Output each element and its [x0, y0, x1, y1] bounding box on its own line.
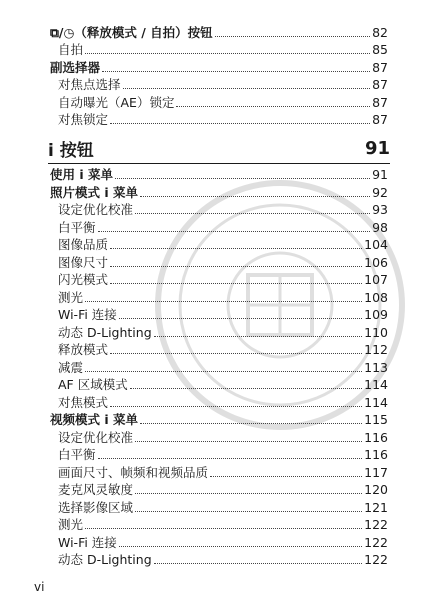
toc-entry-page: 122 [364, 534, 388, 550]
dot-leader [210, 475, 362, 477]
toc-entry-page: 107 [364, 272, 388, 287]
dot-leader [135, 212, 370, 214]
toc-entry[interactable] [58, 270, 388, 287]
dot-leader [110, 265, 362, 267]
dot-leader [123, 87, 371, 89]
toc-entry-page: 87 [372, 112, 388, 127]
dot-leader [85, 300, 362, 302]
toc-entry-page: 87 [372, 77, 388, 93]
toc-entry[interactable] [58, 40, 388, 57]
toc-entry-page: 122 [364, 552, 388, 567]
toc-entry-page: 85 [372, 42, 388, 58]
dot-leader [135, 440, 362, 442]
toc-entry-page: 116 [364, 429, 388, 445]
dot-leader [110, 247, 362, 249]
toc-entry-title: 动态 D-Lighting [58, 552, 152, 567]
toc-entry[interactable] [58, 323, 388, 340]
toc-entry-title: 白平衡 [58, 219, 96, 235]
toc-entry-title: 副选择器 [50, 59, 101, 75]
toc-entry[interactable] [50, 23, 388, 40]
dot-leader [85, 370, 362, 372]
dot-leader [98, 230, 371, 232]
dot-leader [102, 70, 370, 72]
toc-entry-page: 82 [372, 25, 388, 40]
toc-entry[interactable] [58, 218, 388, 235]
toc-entry-page: 91 [372, 167, 388, 182]
toc-entry-title: 白平衡 [58, 447, 96, 462]
toc-entry-title: 减震 [58, 359, 84, 375]
toc-entry-page: 115 [364, 412, 388, 427]
toc-entry-title: 动态 D-Lighting [58, 324, 152, 340]
toc-entry-title: 视频模式 i 菜单 [50, 412, 138, 427]
dot-leader [215, 35, 370, 37]
toc-entry-title: 自动曝光（AE）锁定 [58, 94, 175, 110]
dot-leader [140, 422, 362, 424]
toc-entry-page: 116 [364, 447, 388, 462]
dot-leader [110, 405, 362, 407]
toc-entry[interactable] [58, 498, 388, 515]
toc-entry-page: 117 [364, 464, 388, 480]
section-page-number: 91 [364, 137, 390, 159]
toc-entry[interactable] [58, 550, 388, 567]
toc-entry-page: 112 [364, 342, 388, 357]
toc-entry-page: 113 [364, 359, 388, 375]
toc-entry-title: Wi-Fi 连接 [58, 534, 117, 550]
toc-entry-title: 使用 i 菜单 [50, 167, 113, 182]
toc-entry[interactable] [58, 305, 388, 322]
dot-leader [176, 105, 370, 107]
toc-entry-page: 98 [372, 219, 388, 235]
toc-entry-title: 对焦锁定 [58, 112, 109, 127]
toc-entry-title: 闪光模式 [58, 272, 109, 287]
dot-leader [98, 457, 363, 459]
toc-entry[interactable] [58, 393, 388, 410]
toc-entry[interactable] [58, 375, 388, 392]
toc-entry[interactable] [58, 480, 388, 497]
section-divider [48, 163, 390, 164]
toc-entry-page: 114 [364, 377, 388, 392]
toc-entry[interactable] [58, 428, 388, 445]
toc-entry-title: 测光 [58, 289, 84, 305]
toc-entry-title: Wi-Fi 连接 [58, 307, 117, 322]
toc-entry-page: 106 [364, 254, 388, 270]
dot-leader [85, 527, 362, 529]
toc-entry-page: 104 [364, 237, 388, 252]
section-title: i 按钮 [48, 140, 94, 161]
toc-entry[interactable] [58, 75, 388, 92]
toc-entry-title: 释放模式 [58, 342, 109, 357]
toc-entry-title: 对焦模式 [58, 394, 109, 410]
toc-entry-page: 87 [372, 59, 388, 75]
toc-entry-title: 测光 [58, 517, 84, 532]
toc-entry[interactable] [58, 235, 388, 252]
dot-leader [110, 122, 370, 124]
dot-leader [135, 492, 362, 494]
toc-entry-page: 121 [364, 499, 388, 515]
toc-entry-page: 92 [372, 184, 388, 200]
toc-entry-title: 设定优化校准 [58, 202, 134, 217]
dot-leader [110, 282, 362, 284]
toc-entry-title: 自拍 [58, 42, 84, 58]
dot-leader [154, 562, 363, 564]
toc-entry-page: 110 [364, 324, 388, 340]
toc-entry[interactable] [58, 340, 388, 357]
toc-entry[interactable] [58, 200, 388, 217]
toc-entry[interactable] [50, 58, 388, 75]
toc-entry-page: 109 [364, 307, 388, 322]
dot-leader [119, 317, 362, 319]
page-footer-number: vi [34, 580, 45, 594]
toc-entry-title: 图像尺寸 [58, 254, 109, 270]
toc-entry[interactable] [58, 358, 388, 375]
toc-entry[interactable] [50, 165, 388, 182]
toc-entry-title: 选择影像区域 [58, 499, 134, 515]
toc-entry[interactable] [58, 515, 388, 532]
toc-entry-title: AF 区域模式 [58, 377, 128, 392]
toc-entry-page: 122 [364, 517, 388, 532]
dot-leader [85, 52, 370, 54]
toc-entry[interactable] [58, 253, 388, 270]
dot-leader [115, 177, 370, 179]
toc-entry-page: 108 [364, 289, 388, 305]
toc-entry-title: ⧉/◷（释放模式 / 自拍）按钮 [50, 25, 213, 40]
dot-leader [154, 335, 363, 337]
dot-leader [119, 545, 362, 547]
toc-entry-title: 设定优化校准 [58, 429, 134, 445]
dot-leader [140, 195, 370, 197]
toc-entry[interactable] [50, 410, 388, 427]
toc-entry-page: 114 [364, 394, 388, 410]
toc-entry[interactable] [58, 110, 388, 127]
toc-entry-page: 120 [364, 482, 388, 497]
toc-entry[interactable] [58, 533, 388, 550]
toc-entry[interactable] [58, 288, 388, 305]
toc-entry-title: 画面尺寸、帧频和视频品质 [58, 464, 209, 480]
toc-entry-page: 87 [372, 94, 388, 110]
toc-entry[interactable] [50, 183, 388, 200]
toc-entry[interactable] [58, 463, 388, 480]
dot-leader [110, 352, 362, 354]
toc-entry[interactable] [58, 93, 388, 110]
toc-entry-title: 麦克风灵敏度 [58, 482, 134, 497]
dot-leader [130, 387, 362, 389]
dot-leader [135, 510, 362, 512]
section-heading [48, 136, 390, 160]
toc-entry[interactable] [58, 445, 388, 462]
toc-entry-title: 照片模式 i 菜单 [50, 184, 138, 200]
toc-entry-page: 93 [372, 202, 388, 217]
toc-entry-title: 图像品质 [58, 237, 109, 252]
toc-entry-title: 对焦点选择 [58, 77, 121, 93]
